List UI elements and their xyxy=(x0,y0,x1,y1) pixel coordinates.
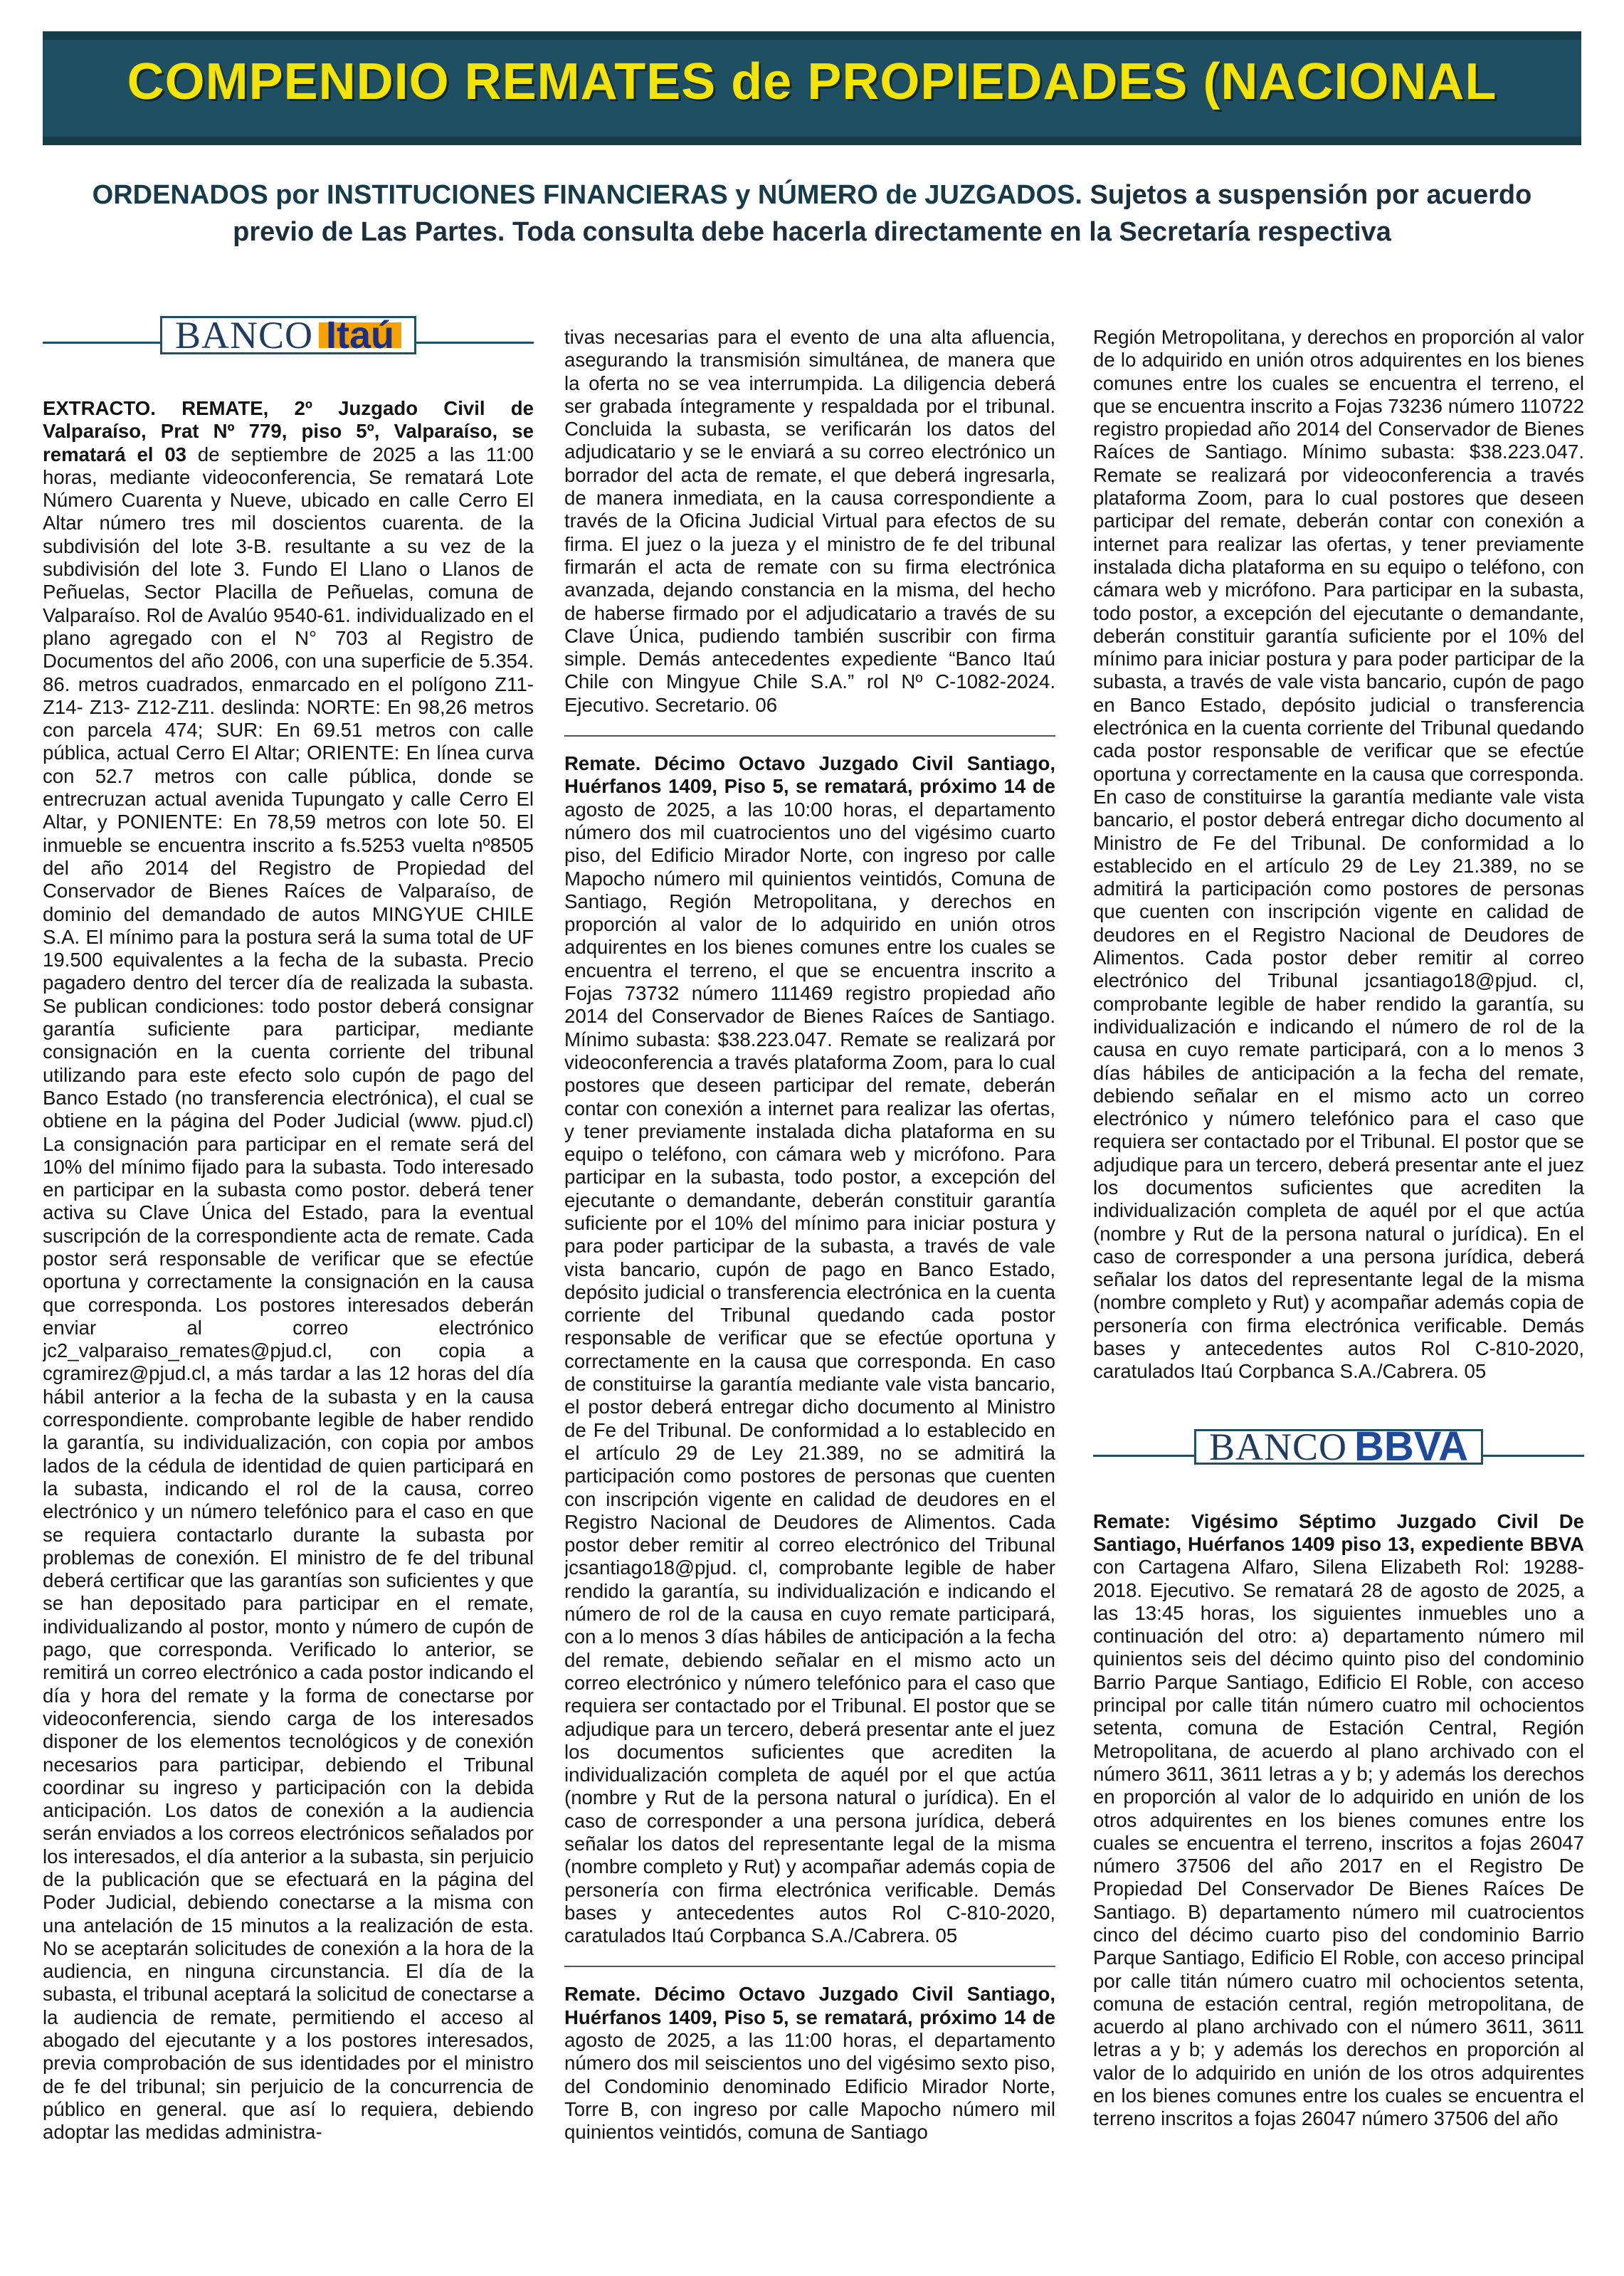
page-subtitle xyxy=(85,177,1539,251)
notice-1 xyxy=(43,397,534,2144)
itau-logo xyxy=(43,299,534,384)
notice-2-body: agosto de 2025, a las 10:00 horas, el departamento número dos mil cuatrocientos uno del vigésimo cuarto piso, del Edificio Mirador Norte, con ingreso por calle Mapocho número mil quinientos veintidós, Comuna de Santiago, Región Metropolitana, y derechos en proporción al valor de lo adquirido en unión otros adquirentes en los bienes comunes entre los cuales se encuentra el terreno, el que se encuentra inscrito a Fojas 73732 número 111469 registro propiedad año 2014 del Conservador de Bienes Raíces de Santiago. Mínimo subasta: $38.223.047. Remate se realizará por videoconferencia a través plataforma Zoom, para lo cual postores que deseen participar del remate, deberán contar con conexión a internet para realizar las ofertas, y tener previamente instalada dicha plataforma en su equipo o teléfono, con cámara web y micrófono. Para participar en la subasta, todo postor, a excepción del ejecutante o demandante, deberán constituir garantía suficiente por el 10% del mínimo para iniciar postura y para poder participar de la subasta, a través de vale vista bancario, cupón de pago en Banco Estado, depósito judicial o transferencia electrónica en la cuenta corriente del Tribunal quedando cada postor responsable de verificar que se efectúe oportuna y correctamente en la causa que corresponda. En caso de constituirse la garantía mediante vale vista bancario, el postor deberá entregar dicho documento al Ministro de Fe del Tribunal. De conformidad a lo establecido en el artículo 29 de Ley 21.389, no se admitirá la participación como postores de personas que cuenten con inscripción vigente en calidad de deudores en el Registro Nacional de Deudores de Alimentos. Cada postor deber remitir al correo electrónico del Tribunal jcsantiago18@pjud. cl, comprobante legible de haber rendido la garantía, su individualización e indicando el número de rol de la causa en cuyo remate participará, con a lo menos 3 días hábiles de anticipación a la fecha del remate, debiendo señalar en el mismo acto un correo electrónico y número telefónico para el caso que requiera ser contactado por el Tribunal. El postor que se adjudique para un tercero, deberá presentar ante el juez los documentos suficientes que acrediten la individualización completa de aquél por el que actúa (nombre y Rut de la persona natural o jurídica). En el caso de corresponder a una persona jurídica, deberá señalar los datos del representante legal de la misma (nombre completo y Rut) y acompañar además copia de personería con firma electrónica verificable. Demás bases y antecedentes autos Rol C-810-2020, caratulados Itaú Corpbanca S.A./Cabrera. 05 xyxy=(564,798,1055,1947)
column-1 xyxy=(43,299,534,2249)
subtitle-rest: Sujetos a suspensión por acuerdo previo de Las Partes. Toda consulta debe hacerla directamente en la Secretaría respectiva xyxy=(233,180,1532,247)
notice-3-lead: Remate. Décimo Octavo Juzgado Civil Santiago, Huérfanos 1409, Piso 5, se rematará, próximo 14 de xyxy=(564,1983,1055,2028)
notice-3-continued: Región Metropolitana, y derechos en proporción al valor de lo adquirido en unión otros adquirentes en los bienes comunes entre los cuales se encuentra el terreno, el que se encuentra inscrito a Fojas 73236 número 110722 registro propiedad año 2014 del Conservador de Bienes Raíces de Santiago. Mínimo subasta: $38.223.047. Remate se realizará por videoconferencia a través plataforma Zoom, para lo cual postores que deseen participar del remate, deberán contar con conexión a internet para realizar las ofertas, y tener previamente instalada dicha plataforma en su equipo o teléfono, con cámara web y micrófono. Para participar en la subasta, todo postor, a excepción del ejecutante o demandante, deberán constituir garantía suficiente por el 10% del mínimo para iniciar postura y para poder participar de la subasta, a través de vale vista bancario, cupón de pago en Banco Estado, depósito judicial o transferencia electrónica en la cuenta corriente del Tribunal quedando cada postor responsable de verificar que se efectúe oportuna y correctamente en la causa que corresponda. En caso de constituirse la garantía mediante vale vista bancario, el postor deberá entregar dicho documento al Ministro de Fe del Tribunal. De conformidad a lo establecido en el artículo 29 de Ley 21.389, no se admitirá la participación como postores de personas que cuenten con inscripción vigente en calidad de deudores en el Registro Nacional de Deudores de Alimentos. Cada postor deber remitir al correo electrónico del Tribunal jcsantiago18@pjud. cl, comprobante legible de haber rendido la garantía, su individualización e indicando el número de rol de la causa en cuyo remate participará, con a lo menos 3 días hábiles de anticipación a la fecha del remate, debiendo señalar en el mismo acto un correo electrónico y número telefónico para el caso que requiera ser contactado por el Tribunal. El postor que se adjudique para un tercero, deberá presentar ante el juez los documentos suficientes que acrediten la individualización completa de aquél por el que actúa (nombre y Rut de la persona natural o jurídica). En el caso de corresponder a una persona jurídica, deberá señalar los datos del representante legal de la misma (nombre completo y Rut) y acompañar además copia de personería con firma electrónica verificable. Demás bases y antecedentes autos Rol C-810-2020, caratulados Itaú Corpbanca S.A./Cabrera. 05 xyxy=(1093,326,1584,1383)
notice-1-body: de septiembre de 2025 a las 11:00 horas, mediante videoconferencia, Se rematará Lote Número Cuarenta y Nueve, ubicado en calle Cerro El Altar número tres mil doscientos cuarenta. de la subdivisión del lote 3-B. resultante a su vez de la subdivisión del lote 3. Fundo El Llano o Llanos de Peñuelas, Sector Placilla de Peñuelas, comuna de Valparaíso. Rol de Avalúo 9540-61. individualizado en el plano agregado con el N° 703 al Registro de Documentos del año 2006, con una superficie de 5.354. 86. metros cuadrados, enmarcado en el polígono Z11- Z14- Z13- Z12-Z11. deslinda: NORTE: En 98,26 metros con parcela 474; SUR: En 69.51 metros con calle pública, actual Cerro El Altar; ORIENTE: En línea curva con 52.7 metros con calle pública, donde se entrecruzan actual avenida Tupungato y calle Cerro El Altar, y PONIENTE: En 78,59 metros con lote 50. El inmueble se encuentra inscrito a fs.5253 vuelta nº8505 del año 2014 del Registro de Propiedad del Conservador de Bienes Raíces de Valparaíso, de dominio del demandado de autos MINGYUE CHILE S.A. El mínimo para la postura será la suma total de UF 19.500 equivalentes a la fecha de la subasta. Precio pagadero dentro del tercer día de realizada la subasta. Se publican condiciones: todo postor deberá consignar garantía suficiente para participar, mediante consignación en la cuenta corriente del tribunal utilizando para este efecto solo cupón de pago del Banco Estado (no transferencia electrónica), el cual se obtiene en la página del Poder Judicial (www. pjud.cl) La consignación para participar en el remate será del 10% del mínimo fijado para la subasta. Todo interesado en participar en la subasta como postor. deberá tener activa su Clave Única del Estado, para la eventual suscripción de la correspondiente acta de remate. Cada postor será responsable de verificar que se efectúe oportuna y correctamente la consignación en la causa que corresponda. Los postores interesados deberán enviar al correo electrónico jc2_valparaiso_remates@pjud.cl, con copia a cgramirez@pjud.cl, a más tardar a las 12 horas del día hábil anterior a la fecha de la subasta y en la causa correspondiente. comprobante legible de haber rendido la garantía, su individualización, con copia por ambos lados de la cédula de identidad de quien participará en la subasta, indicando el rol de la causa, correo electrónico y un número telefónico para el caso en que se requiera contactarlo durante la subasta por problemas de conexión. El ministro de fe del tribunal deberá certificar que las garantías son suficientes y que se han depositado para participar en el remate, individualizando al postor, monto y número de cupón de pago, que corresponda. Verificado lo anterior, se remitirá un correo electrónico a cada postor indicando el día y hora del remate y la forma de conectarse por videoconferencia, siendo carga de los interesados disponer de los elementos tecnológicos y de conexión necesarios para participar, debiendo el Tribunal coordinar su ingreso y participación con la debida anticipación. Los datos de conexión a la audiencia serán enviados a los correos electrónicos señalados por los interesados, el día anterior a la subasta, sin perjuicio de la publicación que se efectuará en la página del Poder Judicial, debiendo conectarse a la misma con una antelación de 15 minutos a la realización de esta. No se aceptarán solicitudes de conexión a la hora de la audiencia, en ninguna circunstancia. El día de la subasta, el tribunal aceptará la solicitud de conectarse a la audiencia de remate, permitiendo el acceso al abogado del ejecutante y a los postores interesados, previa comprobación de sus identidades por el ministro de fe del tribunal; sin perjuicio de la concurrencia de público en general. que así lo requiera, debiendo adoptar las medidas administra- xyxy=(43,443,534,2144)
bbva-logo xyxy=(1093,1412,1584,1497)
notice-4-lead: Remate: Vigésimo Séptimo Juzgado Civil De Santiago, Huérfanos 1409 piso 13, expediente BBVA xyxy=(1093,1510,1584,1555)
notice-divider xyxy=(564,1966,1055,1967)
column-3 xyxy=(1093,326,1584,2276)
column-2 xyxy=(564,326,1055,2276)
page-title: COMPENDIO REMATES de PROPIEDADES (NACIONAL xyxy=(127,53,1497,110)
notice-1-continued: tivas necesarias para el evento de una alta afluencia, asegurando la transmisión simultánea, de manera que la oferta no se vea interrumpida. La diligencia deberá ser grabada íntegramente y respaldada por el tribunal. Concluida la subasta, se verificarán los datos del adjudicatario y se le enviará a su correo electrónico un borrador del acta de remate, el que deberá ingresarla, de manera inmediata, en la causa correspondiente a través de la Oficina Judicial Virtual para efectos de su firma. El juez o la jueza y el ministro de fe del tribunal firmarán el acta de remate con su firma electrónica avanzada, dejando constancia en la misma, del hecho de haberse firmado por el adjudicatario a través de su Clave Única, pudiendo también suscribir con firma simple. Demás antecedentes expediente “Banco Itaú Chile con Mingyue Chile S.A.” rol Nº C-1082-2024. Ejecutivo. Secretario. 06 xyxy=(564,326,1055,716)
bbva-logo-name: BBVA xyxy=(1354,1423,1469,1470)
notice-2 xyxy=(564,752,1055,1947)
subtitle-bold: ORDENADOS por INSTITUCIONES FINANCIERAS y NÚMERO de JUZGADOS. xyxy=(92,180,1082,210)
notice-4-body: con Cartagena Alfaro, Silena Elizabeth Rol: 19288-2018. Ejecutivo. Se rematará 28 de agosto de 2025, a las 13:45 horas, los siguientes inmuebles uno a continuación del otro: a) departamento número mil quinientos seis del décimo quinto piso del condominio Barrio Parque Santiago, Edificio El Roble, con acceso principal por calle titán número cuatro mil ochocientos setenta, comuna de Estación Central, Región Metropolitana, de acuerdo al plano archivado con el número 3611, 3611 letras a y b; y además los derechos en proporción al valor de lo adquirido en unión de los otros adquirentes en los bienes comunes entre los cuales se encuentra el terreno, inscritos a fojas 26047 número 37506 del año 2017 en el Registro De Propiedad Del Conservador De Bienes Raíces De Santiago. B) departamento número mil cuatrocientos cinco del décimo cuarto piso del condominio Barrio Parque Santiago, Edificio El Roble, con acceso principal por calle titán número cuatro mil ochocientos setenta, comuna de estación central, región metropolitana, de acuerdo al plano archivado con el número 3611, 3611 letras a y b; y además los derechos en proporción al valor de lo adquirido en unión de los otros adquirentes en los bienes comunes entre los cuales se encuentra el terreno inscritos a fojas 26047 número 37506 del año xyxy=(1093,1556,1584,2130)
bbva-logo-prefix: BANCO xyxy=(1208,1425,1347,1468)
masthead-banner xyxy=(43,31,1581,145)
bbva-logo-box xyxy=(1194,1423,1483,1470)
notice-2-lead: Remate. Décimo Octavo Juzgado Civil Santiago, Huérfanos 1409, Piso 5, se rematará, próximo 14 de xyxy=(564,752,1055,798)
notice-4 xyxy=(1093,1510,1584,2131)
notice-3-body: agosto de 2025, a las 11:00 horas, el departamento número dos mil seiscientos uno del vigésimo sexto piso, del Condominio denominado Edificio Mirador Norte, Torre B, con ingreso por calle Mapocho número mil quinientos veintidós, comuna de Santiago xyxy=(564,2029,1055,2144)
notice-1-lead: EXTRACTO. REMATE, 2º Juzgado Civil de Valparaíso, Prat Nº 779, piso 5º, Valparaíso, se rematará el 03 xyxy=(43,397,534,465)
itau-logo-name: Itaú xyxy=(319,322,401,348)
notice-divider xyxy=(564,735,1055,737)
itau-logo-box xyxy=(160,314,416,357)
notice-3 xyxy=(564,1983,1055,2144)
itau-logo-prefix: BANCO xyxy=(174,314,314,357)
